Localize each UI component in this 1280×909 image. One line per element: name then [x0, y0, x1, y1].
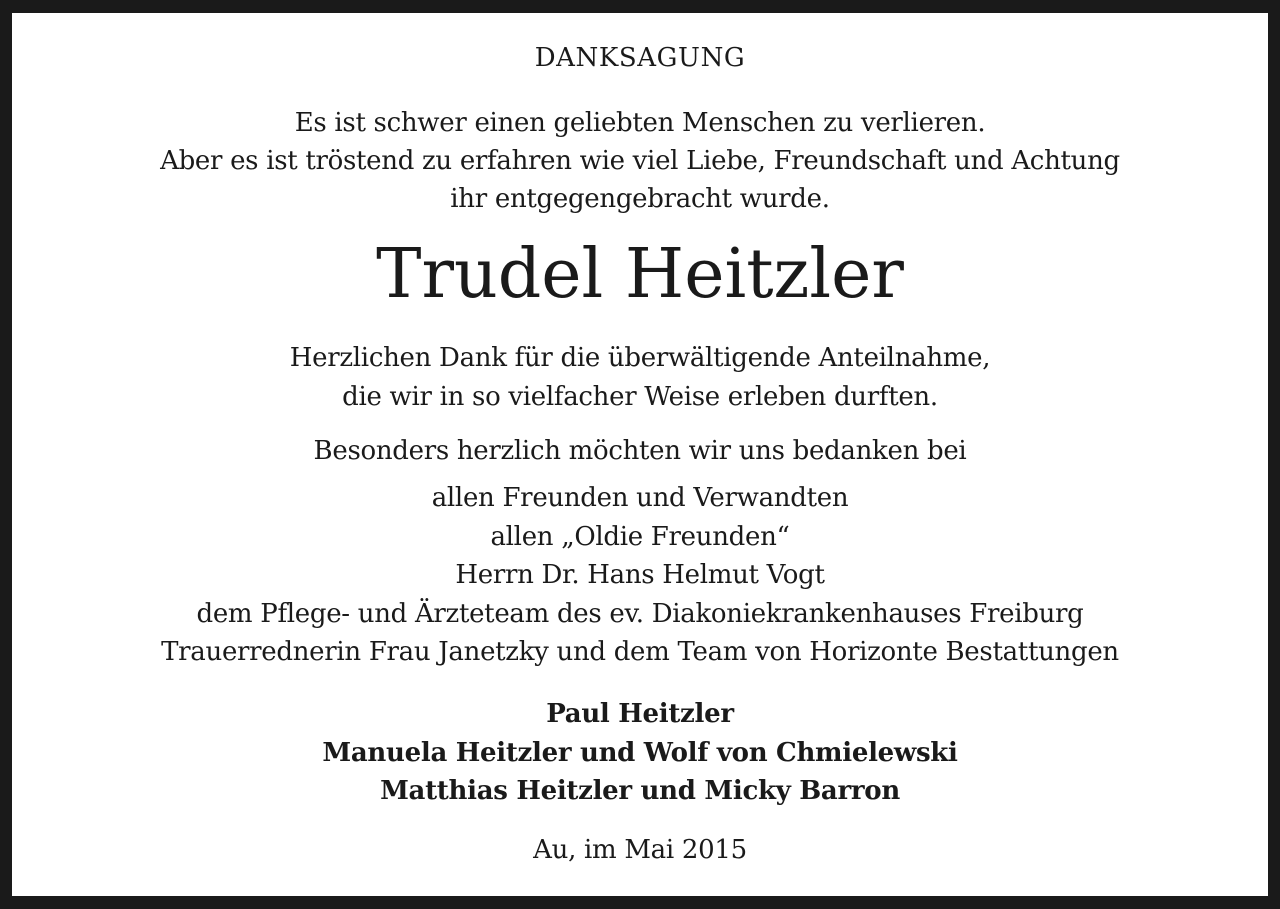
family-member: Paul Heitzler [546, 699, 734, 729]
recipient-item: allen Freunden und Verwandten [431, 483, 849, 513]
thanks-line: die wir in so vielfacher Weise erleben durften. [342, 382, 938, 412]
intro-line: Es ist schwer einen geliebten Menschen zu verlieren. [294, 108, 986, 138]
recipient-item: Herrn Dr. Hans Helmut Vogt [455, 560, 825, 590]
family-member: Matthias Heitzler und Micky Barron [380, 776, 900, 806]
recipient-item: Trauerrednerin Frau Janetzky und dem Team von Horizonte Bestattungen [161, 637, 1119, 667]
place-date: Au, im Mai 2015 [533, 835, 747, 865]
intro-line: Aber es ist tröstend zu erfahren wie viel Liebe, Freundschaft und Achtung [160, 146, 1120, 176]
notice-heading: DANKSAGUNG [534, 43, 746, 73]
family-signatures [12, 695, 1268, 811]
family-member: Manuela Heitzler und Wolf von Chmielewski [322, 737, 958, 768]
recipient-item: dem Pflege- und Ärzteteam des ev. Diakoniekrankenhauses Freiburg [196, 598, 1084, 629]
intro-line: ihr entgegengebracht wurde. [450, 184, 830, 214]
thanks-text [12, 339, 1268, 417]
deceased-name: Trudel Heitzler [376, 235, 904, 314]
thanks-line: Herzlichen Dank für die überwältigende Anteilnahme, [289, 343, 991, 373]
recipient-item: allen „Oldie Freunden“ [490, 521, 790, 552]
recipients-list [12, 479, 1268, 672]
special-thanks-intro: Besonders herzlich möchten wir uns bedanken bei [313, 436, 967, 466]
intro-text [12, 104, 1268, 218]
